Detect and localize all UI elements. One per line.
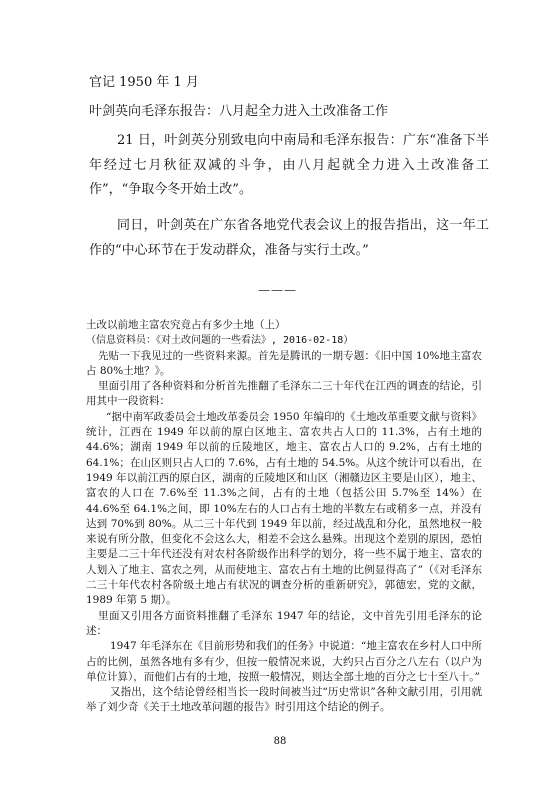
article-quote: 1947 年毛泽东在《目前形势和我们的任务》中说道：“地主富农在乡村人口中所占的比例，虽然各地有多有少，但按一般情况来说，大约只占百分之八左右（以户为单位计算），而他们占有的土地，按照一般情况，则达全部土地的百分之七十至八十。”	[86, 640, 482, 683]
paragraph-text: 同日，叶剑英在广东省各地党代表会议上的报告指出，这一年工作的“中心环节在于发动群众，准备与实行土改。”	[89, 218, 489, 258]
paragraph-text: 21 日，叶剑英分别致电向中南局和毛泽东报告：广东“准备下半年经过七月秋征双减的斗争，由八月起就全力进入土改准备工作”，“争取今冬开始土改”。	[89, 133, 489, 197]
entry-title: 叶剑英向毛泽东报告：八月起全力进入土改准备工作	[89, 104, 389, 119]
section-separator: ———	[258, 283, 297, 297]
article-paragraph: 里面又引用各方面资料推翻了毛泽东 1947 年的结论，文中首先引用毛泽东的论述：	[86, 609, 482, 637]
article-paragraph: 里面引用了各种资料和分析首先推翻了毛泽东二三十年代在江西的调查的结论，引用其中一段资料：	[86, 380, 482, 408]
article-paragraph: 先贴一下我见过的一些资料来源。首先是腾讯的一期专题：《旧中国 10%地主富农占 80%土地？》。	[86, 349, 482, 377]
article-source: （信息资料员：《对土改问题的一些看法》, 2016-02-18）	[86, 335, 354, 347]
article-section	[86, 318, 482, 716]
article-paragraph: 又指出，这个结论曾经相当长一段时间被当过“历史常识”各种文献引用，引用就举了刘少奇《关于土地改革问题的报告》时引用这个结论的例子。	[86, 686, 482, 714]
entry-date: 官记 1950 年 1 月	[89, 75, 199, 90]
article-quote: “据中南军政委员会土地改革委员会 1950 年编印的《土地改革重要文献与资料》统计，江西在 1949 年以前的原白区地主、富农共占人口的 11.3%，占有土地的 44.6%；湖南 1949 年以前的丘陵地区，地主、富农占人口的 9.2%，占有土地的 64.1%；在山区则只占人口的 7.6%，占有土地的 54.5%。从这个统计可以看出，在 1949 年以前江西的原白区，湖南的丘陵地区和山区（湘赣边区主要是山区），地主、富农的人口在 7.6%至 11.3%之间，占有的土地（包括公田 5.7%至 14%）在 44.6%至 64.1%之间，即 10%左右的人口占有土地的半数左右或稍多一点，并没有达到 70%到 80%。从二三十年代到 1949 年以前，经过战乱和分化，虽然地权一般来说有所分散，但变化不会这么大，相差不会这么悬殊。出现这个差别的原因，恐怕主要是二三十年代还没有对农村各阶级作出科学的划分，将一些不属于地主、富农的人划入了地主、富农之列，从而使地主、富农占有土地的比例显得高了”（《对毛泽东二三十年代农村各阶级土地占有状况的调查分析的重新研究》，郭德宏，党的文献，1989 年第 5 期）。	[86, 410, 482, 607]
upper-paragraph-1	[89, 129, 489, 203]
upper-paragraph-2	[89, 214, 489, 263]
article-title: 土改以前地主富农究竟占有多少土地（上）	[86, 319, 286, 331]
page-number: 88	[273, 736, 287, 747]
